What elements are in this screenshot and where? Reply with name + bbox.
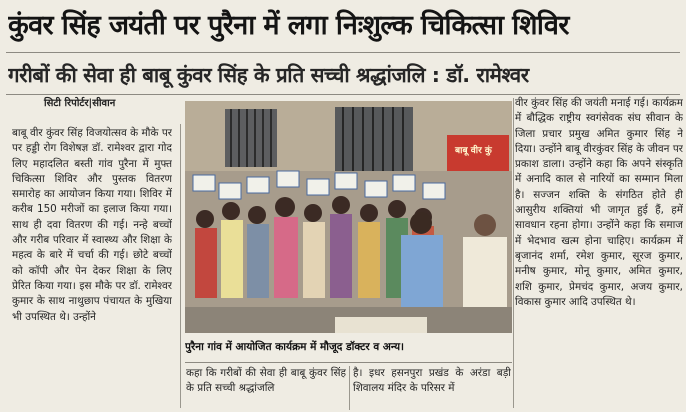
subheadline-rule: [6, 94, 680, 95]
byline: सिटी रिपोर्टर|सीवान: [44, 98, 116, 109]
body-text-2: कहा कि गरीबों की सेवा ही बाबू कुंवर सिंह के प्रति सच्ची श्रद्धांजलि: [186, 367, 346, 395]
body-column-4: [515, 96, 683, 408]
headline: कुंवर सिंह जयंती पर पुरैना में लगा निःशुल्क चिकित्सा शिविर: [8, 10, 569, 41]
body-column-2: [186, 366, 346, 410]
subheadline: गरीबों की सेवा ही बाबू कुंवर सिंह के प्रति सच्ची श्रद्धांजलि : डॉ. रामेश्वर: [8, 63, 529, 87]
column-divider-3: [513, 98, 514, 408]
column-divider-2: [349, 366, 350, 410]
body-column-3: [353, 366, 511, 410]
crowd-photo-illustration: [185, 101, 512, 333]
banner-text: बाबू वीर कुं: [455, 146, 492, 156]
news-photo: [185, 101, 512, 333]
photo-caption: पुरैना गांव में आयोजित कार्यक्रम में मौजूद डॉक्टर व अन्य।: [185, 341, 405, 353]
headline-rule: [6, 52, 680, 53]
body-text-3: है। इधर हसनपुरा प्रखंड के अरंडा बड़ी शिवालय मंदिर के परिसर में: [353, 367, 511, 395]
caption-rule: [185, 362, 512, 363]
body-text-1: बाबू वीर कुंवर सिंह विजयोत्सव के मौके पर पर हड्डी रोग विशेषज्ञ डॉ. रामेश्वर द्वारा गोद लिए महादलित बस्ती गांव पुरैना में मुफ्त चिकित्सा शिविर और पुस्तक वितरण समारोह का आयोजन किया गया। शिविर में करीब 150 मरीजों का इलाज किया गया। साथ ही दवा वितरण की गई। नन्हे बच्चों और गरीब परिवार में स्वास्थ्य और शिक्षा के महत्व के बारे में चर्चा की गई। छोटे बच्चों को कॉपी और पेन देकर शिक्षा के लिए प्रेरित किया गया। इस मौके पर डॉ. रामेश्वर कुमार के साथ नाथुछाप पंचायत के मुखिया भी उपस्थित थे। उन्होंने: [12, 127, 172, 323]
column-divider-1: [180, 124, 181, 408]
body-text-4: वीर कुंवर सिंह की जयंती मनाई गई। कार्यक्रम में बौद्धिक राष्ट्रीय स्वगंसेवक संघ सीवान के जिला प्रचार प्रमुख अमित कुमार सिंह ने दिया। उन्होंने बाबू वीरकुंवर सिंह के जीवन पर प्रकाश डाला। उन्होंने कहा कि अपने संस्कृति में अनादि काल से नारियों का सम्मान मिला है। सज्जन शक्ति के संगठित होते ही आसुरीय शक्तियां भी जागृत हुई हैं, हमें सावधान रहना होगा। उन्होंने कहा कि समाज में भेदभाव खत्म होना चाहिए। कार्यक्रम में बृजानंद शर्मा, रमेश कुमार, सूरज कुमार, मनीष कुमार, मोनू कुमार, अमित कुमार, शशि कुमार, प्रेमचंद कुमार, अजय कुमार, विकास कुमार आदि उपस्थित थे।: [515, 97, 683, 308]
body-column-1: [12, 126, 172, 408]
